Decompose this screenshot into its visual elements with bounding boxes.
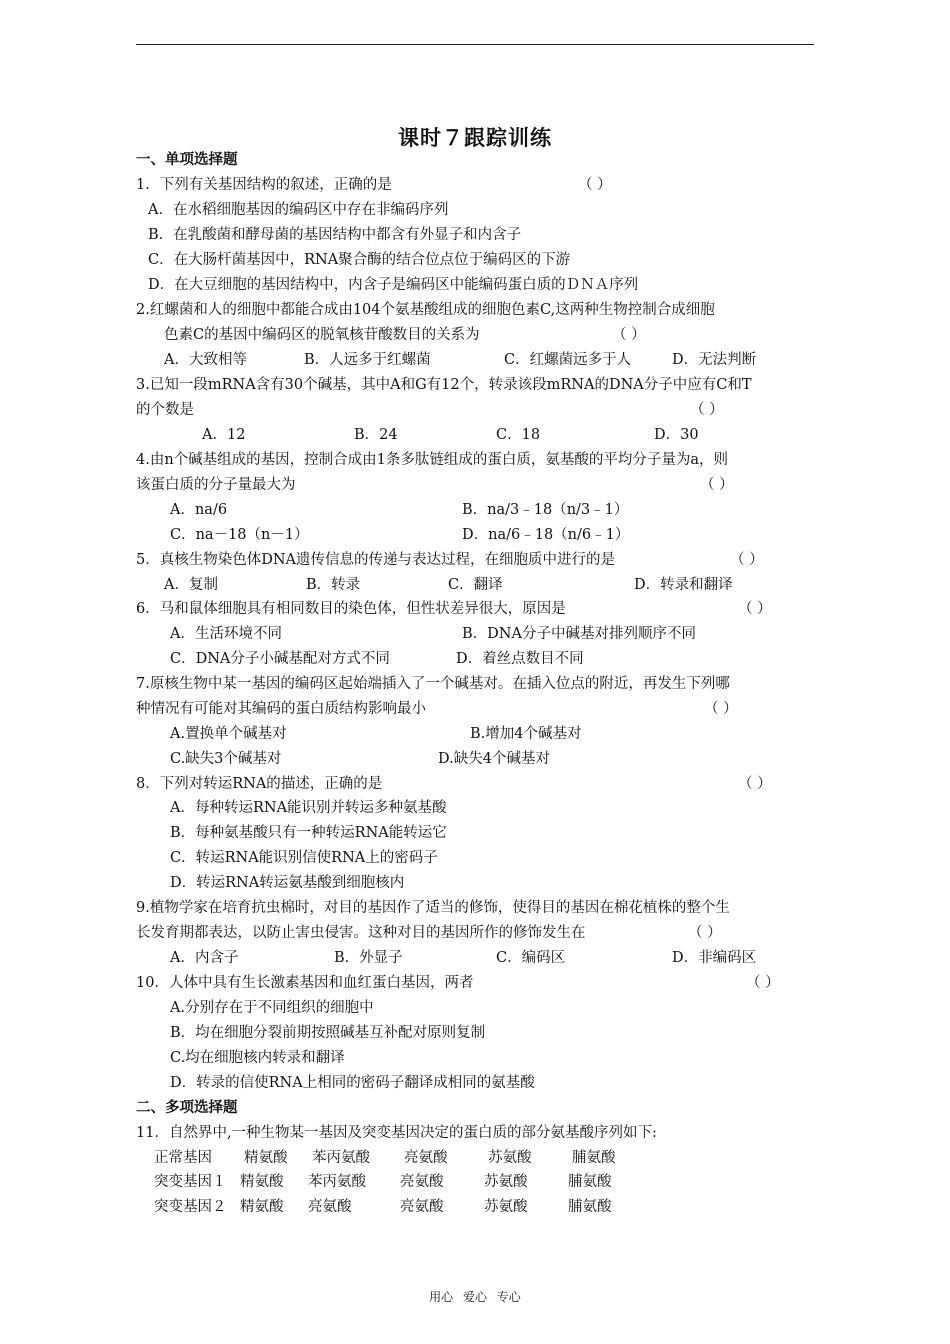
q6-option-a: A．生活环境不同: [170, 626, 282, 642]
q10-stem: 10．人体中具有生长激素基因和血红蛋白基因，两者: [136, 975, 474, 991]
q3-stem-line2: 的个数是: [136, 402, 194, 418]
header-rule: [136, 44, 814, 45]
q1-option-b: B．在乳酸菌和酵母菌的基因结构中都含有外显子和内含子: [148, 227, 522, 243]
q4-answer-paren: （ ）: [700, 477, 734, 493]
q4-option-b: B．na/3﹣18（n/3﹣1）: [462, 502, 629, 518]
q7-option-a: A.置换单个碱基对: [170, 726, 287, 742]
q3-option-b: B．24: [354, 427, 398, 443]
table-cell: 脯氨酸: [568, 1199, 612, 1215]
q4-stem-line1: 4.由n个碱基组成的基因，控制合成由1条多肽链组成的蛋白质，氨基酸的平均分子量为a，则: [136, 452, 729, 468]
q7-stem-line2: 种情况有可能对其编码的蛋白质结构影响最小: [136, 701, 426, 717]
q7-stem-line1: 7.原核生物中某一基因的编码区起始端插入了一个碱基对。在插入位点的附近，再发生下列哪: [136, 676, 730, 692]
q5-option-c: C．翻译: [448, 577, 503, 593]
q6-option-c: C．DNA分子小碱基配对方式不同: [170, 651, 390, 667]
q8-answer-paren: （ ）: [738, 776, 772, 792]
q9-stem-line2: 长发育期都表达，以防止害虫侵害。这种对目的基因所作的修饰发生在: [136, 925, 586, 941]
table-cell: 精氨酸: [240, 1199, 284, 1215]
q7-option-b: B.增加4个碱基对: [470, 726, 582, 742]
table-cell: 精氨酸: [240, 1174, 284, 1190]
q7-option-c: C.缺失3个碱基对: [170, 751, 282, 767]
q4-option-a: A．na/6: [170, 502, 228, 518]
table-cell: 亮氨酸: [308, 1199, 352, 1215]
table-cell: 苏氨酸: [484, 1174, 528, 1190]
section-heading-single: 一、单项选择题: [136, 152, 238, 168]
q2-stem-line2: 色素C的基因中编码区的脱氧核苷酸数目的关系为: [164, 327, 480, 343]
q5-option-b: B．转录: [306, 577, 361, 593]
q6-answer-paren: （ ）: [738, 601, 772, 617]
table-cell: 亮氨酸: [400, 1199, 444, 1215]
q9-option-a: A．内含子: [170, 950, 239, 966]
q5-answer-paren: （ ）: [730, 552, 764, 568]
q8-stem: 8．下列对转运RNA的描述，正确的是: [136, 776, 383, 792]
q6-stem: 6．马和鼠体细胞具有相同数目的染色体，但性状差异很大，原因是: [136, 601, 566, 617]
table-cell: 精氨酸: [244, 1150, 288, 1166]
table-cell: 苯丙氨酸: [312, 1150, 370, 1166]
q1-stem: 1．下列有关基因结构的叙述，正确的是: [136, 177, 392, 193]
table-cell: 亮氨酸: [400, 1174, 444, 1190]
q8-option-b: B．每种氨基酸只有一种转运RNA能转运它: [170, 825, 447, 841]
q3-stem-line1: 3.已知一段mRNA含有30个碱基，其中A和G有12个，转录该段mRNA的DNA分子中应有C和T: [136, 377, 752, 393]
q6-option-d: D．着丝点数目不同: [456, 651, 584, 667]
q4-option-d: D．na/6﹣18（n/6﹣1）: [462, 527, 630, 543]
table-cell: 突变基因１: [154, 1174, 227, 1190]
q1-option-a: A．在水稻细胞基因的编码区中存在非编码序列: [148, 202, 449, 218]
q2-option-c: C．红螺菌远多于人: [504, 352, 632, 368]
q7-option-d: D.缺失4个碱基对: [438, 751, 550, 767]
q1-answer-paren: （ ）: [578, 177, 612, 193]
q2-stem-line1: 2.红螺菌和人的细胞中都能合成由104个氨基酸组成的细胞色素C,这两种生物控制合成细胞: [136, 302, 715, 318]
q5-option-a: A．复制: [164, 577, 218, 593]
q10-option-d: D．转录的信使RNA上相同的密码子翻译成相同的氨基酸: [170, 1075, 535, 1091]
q10-option-a: A.分别存在于不同组织的细胞中: [170, 1000, 374, 1016]
q9-option-b: B．外显子: [334, 950, 403, 966]
q9-stem-line1: 9.植物学家在培育抗虫棉时，对目的基因作了适当的修饰，使得目的基因在棉花植株的整个生: [136, 900, 730, 916]
q8-option-a: A．每种转运RNA能识别并转运多种氨基酸: [170, 800, 447, 816]
table-cell: 苯丙氨酸: [308, 1174, 366, 1190]
table-cell: 脯氨酸: [572, 1150, 616, 1166]
page-title: 课时７跟踪训练: [398, 126, 552, 150]
table-cell: 突变基因２: [154, 1199, 227, 1215]
q3-option-d: D．30: [654, 427, 699, 443]
q1-option-d: D．在大豆细胞的基因结构中，内含子是编码区中能编码蛋白质的ＤＮＡ序列: [148, 277, 639, 293]
q2-option-d: D．无法判断: [672, 352, 757, 368]
q10-answer-paren: （ ）: [746, 975, 780, 991]
table-cell: 脯氨酸: [568, 1174, 612, 1190]
q10-option-b: B．均在细胞分裂前期按照碱基互补配对原则复制: [170, 1025, 486, 1041]
q4-option-c: C．na－18（n－1）: [170, 527, 309, 543]
q8-option-c: C．转运RNA能识别信使RNA上的密码子: [170, 850, 438, 866]
q3-option-c: C．18: [496, 427, 541, 443]
q10-option-c: C.均在细胞核内转录和翻译: [170, 1050, 345, 1066]
q1-option-c: C．在大肠杆菌基因中，RNA聚合酶的结合位点位于编码区的下游: [148, 252, 571, 268]
page-footer: 用心 爱心 专心: [429, 1290, 521, 1304]
table-cell: 苏氨酸: [488, 1150, 532, 1166]
q9-option-d: D．非编码区: [672, 950, 757, 966]
table-cell: 正常基因: [154, 1150, 212, 1166]
q9-option-c: C．编码区: [496, 950, 566, 966]
q2-option-b: B．人远多于红螺菌: [304, 352, 431, 368]
q3-answer-paren: （ ）: [690, 402, 724, 418]
q11-stem: 11．自然界中,一种生物某一基因及突变基因决定的蛋白质的部分氨基酸序列如下:: [136, 1125, 657, 1141]
q9-answer-paren: （ ）: [688, 925, 722, 941]
q2-option-a: A．大致相等: [164, 352, 247, 368]
q2-answer-paren: （ ）: [612, 327, 646, 343]
q5-option-d: D．转录和翻译: [634, 577, 733, 593]
q3-option-a: A．12: [202, 427, 246, 443]
q6-option-b: B．DNA分子中碱基对排列顺序不同: [462, 626, 696, 642]
q7-answer-paren: （ ）: [704, 701, 738, 717]
table-cell: 苏氨酸: [484, 1199, 528, 1215]
q4-stem-line2: 该蛋白质的分子量最大为: [136, 477, 296, 493]
q5-stem: 5．真核生物染色体DNA遗传信息的传递与表达过程，在细胞质中进行的是: [136, 552, 616, 568]
q8-option-d: D．转运RNA转运氨基酸到细胞核内: [170, 875, 405, 891]
section-heading-multi: 二、多项选择题: [136, 1100, 238, 1116]
table-cell: 亮氨酸: [404, 1150, 448, 1166]
